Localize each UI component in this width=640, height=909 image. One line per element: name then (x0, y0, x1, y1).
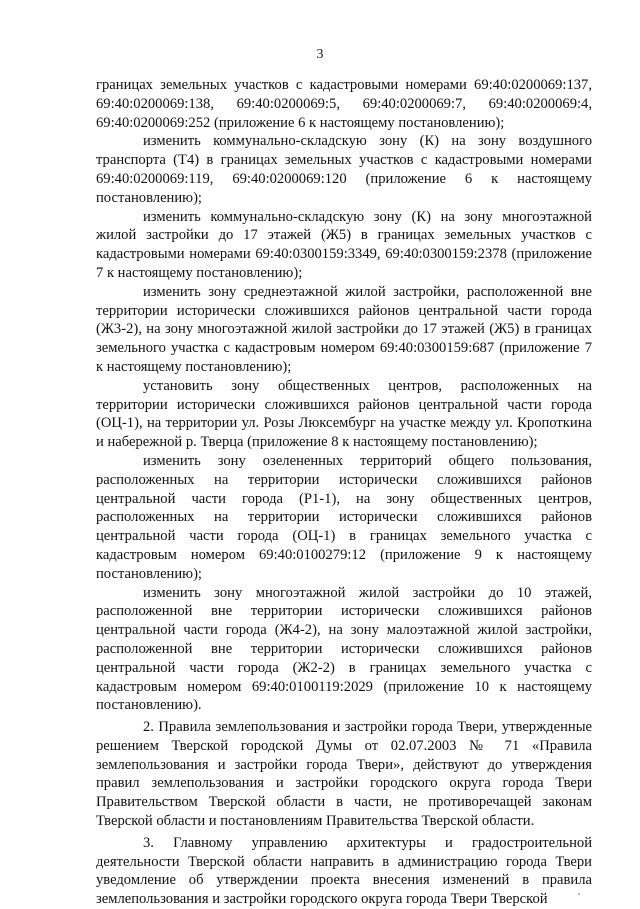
paragraph-item-oc1-zone: установить зону общественных центров, расположенных на территории исторически сложившихся районов центральной части города (ОЦ-1), на территории ул. Розы Люксембург на участке между ул. Кропоткина и набережной р. Тверца (приложение 8 к настоящему постановлению); (96, 377, 592, 451)
scan-artifact (578, 893, 580, 895)
paragraph-item-airport-zone: изменить коммунально-складскую зону (К) на зону воздушного транспорта (Т4) в границах земельных участков с кадастровыми номерами 69:40:0200069:119, 69:40:0200069:120 (приложение 6 к настоящему постановлению); (96, 133, 592, 206)
document-body (96, 76, 592, 909)
paragraph-item-zh5-zone: изменить коммунально-складскую зону (К) на зону многоэтажной жилой застройки до 17 этажей (Ж5) в границах земельных участков с кадастровыми номерами 69:40:0300159:3349, 69:40:0300159:2378 (приложение 7 к настоящему постановлению); (96, 208, 592, 281)
paragraph-item-zh4-to-zh2: изменить зону многоэтажной жилой застройки до 10 этажей, расположенной вне территории исторически сложившихся районов центральной части города (Ж4-2), на зону малоэтажной жилой застройки, расположенной вне территории исторически сложившихся районов центральной части города (Ж2-2) в границах земельного участка с кадастровым номером 69:40:0100119:2029 (приложение 10 к настоящему постановлению). (96, 584, 592, 714)
paragraph-continuation: границах земельных участков с кадастровыми номерами 69:40:0200069:137, 69:40:0200069:138, 69:40:0200069:5, 69:40:0200069:7, 69:40:0200069:4, 69:40:0200069:252 (приложение 6 к настоящему постановлению); (96, 77, 592, 131)
page-number: 3 (316, 47, 324, 62)
paragraph-item-zh3-to-zh5: изменить зону среднеэтажной жилой застройки, расположенной вне территории исторически сложившихся районов центральной части города (Ж3-2), на зону многоэтажной жилой застройки до 17 этажей (Ж5) в границах земельного участка с кадастровым номером 69:40:0300159:687 (приложение 7 к настоящему постановлению); (96, 283, 592, 375)
paragraph-clause-2: 2. Правила землепользования и застройки города Твери, утвержденные решением Тверской городской Думы от 02.07.2003 № 71 «Правила землепользования и застройки города Твери», действуют до утверждения правил землепользования и застройки городского округа города Твери Правительством Тверской области в части, не противоречащей законам Тверской области и постановлениям Правительства Тверской области. (96, 719, 592, 830)
paragraph-clause-3: 3. Главному управлению архитектуры и градостроительной деятельности Тверской области направить в администрацию города Твери уведомление об утверждении проекта внесения изменений в правила землепользования и застройки городского округа города Твери Тверской (96, 834, 592, 908)
paragraph-item-r1-to-oc1: изменить зону озелененных территорий общего пользования, расположенных на территории исторически сложившихся районов центральной части города (Р1-1), на зону общественных центров, расположенных на территории исторически сложившихся районов центральной части города (ОЦ-1) в границах земельного участка с кадастровым номером 69:40:0100279:12 (приложение 9 к настоящему постановлению); (96, 452, 592, 582)
